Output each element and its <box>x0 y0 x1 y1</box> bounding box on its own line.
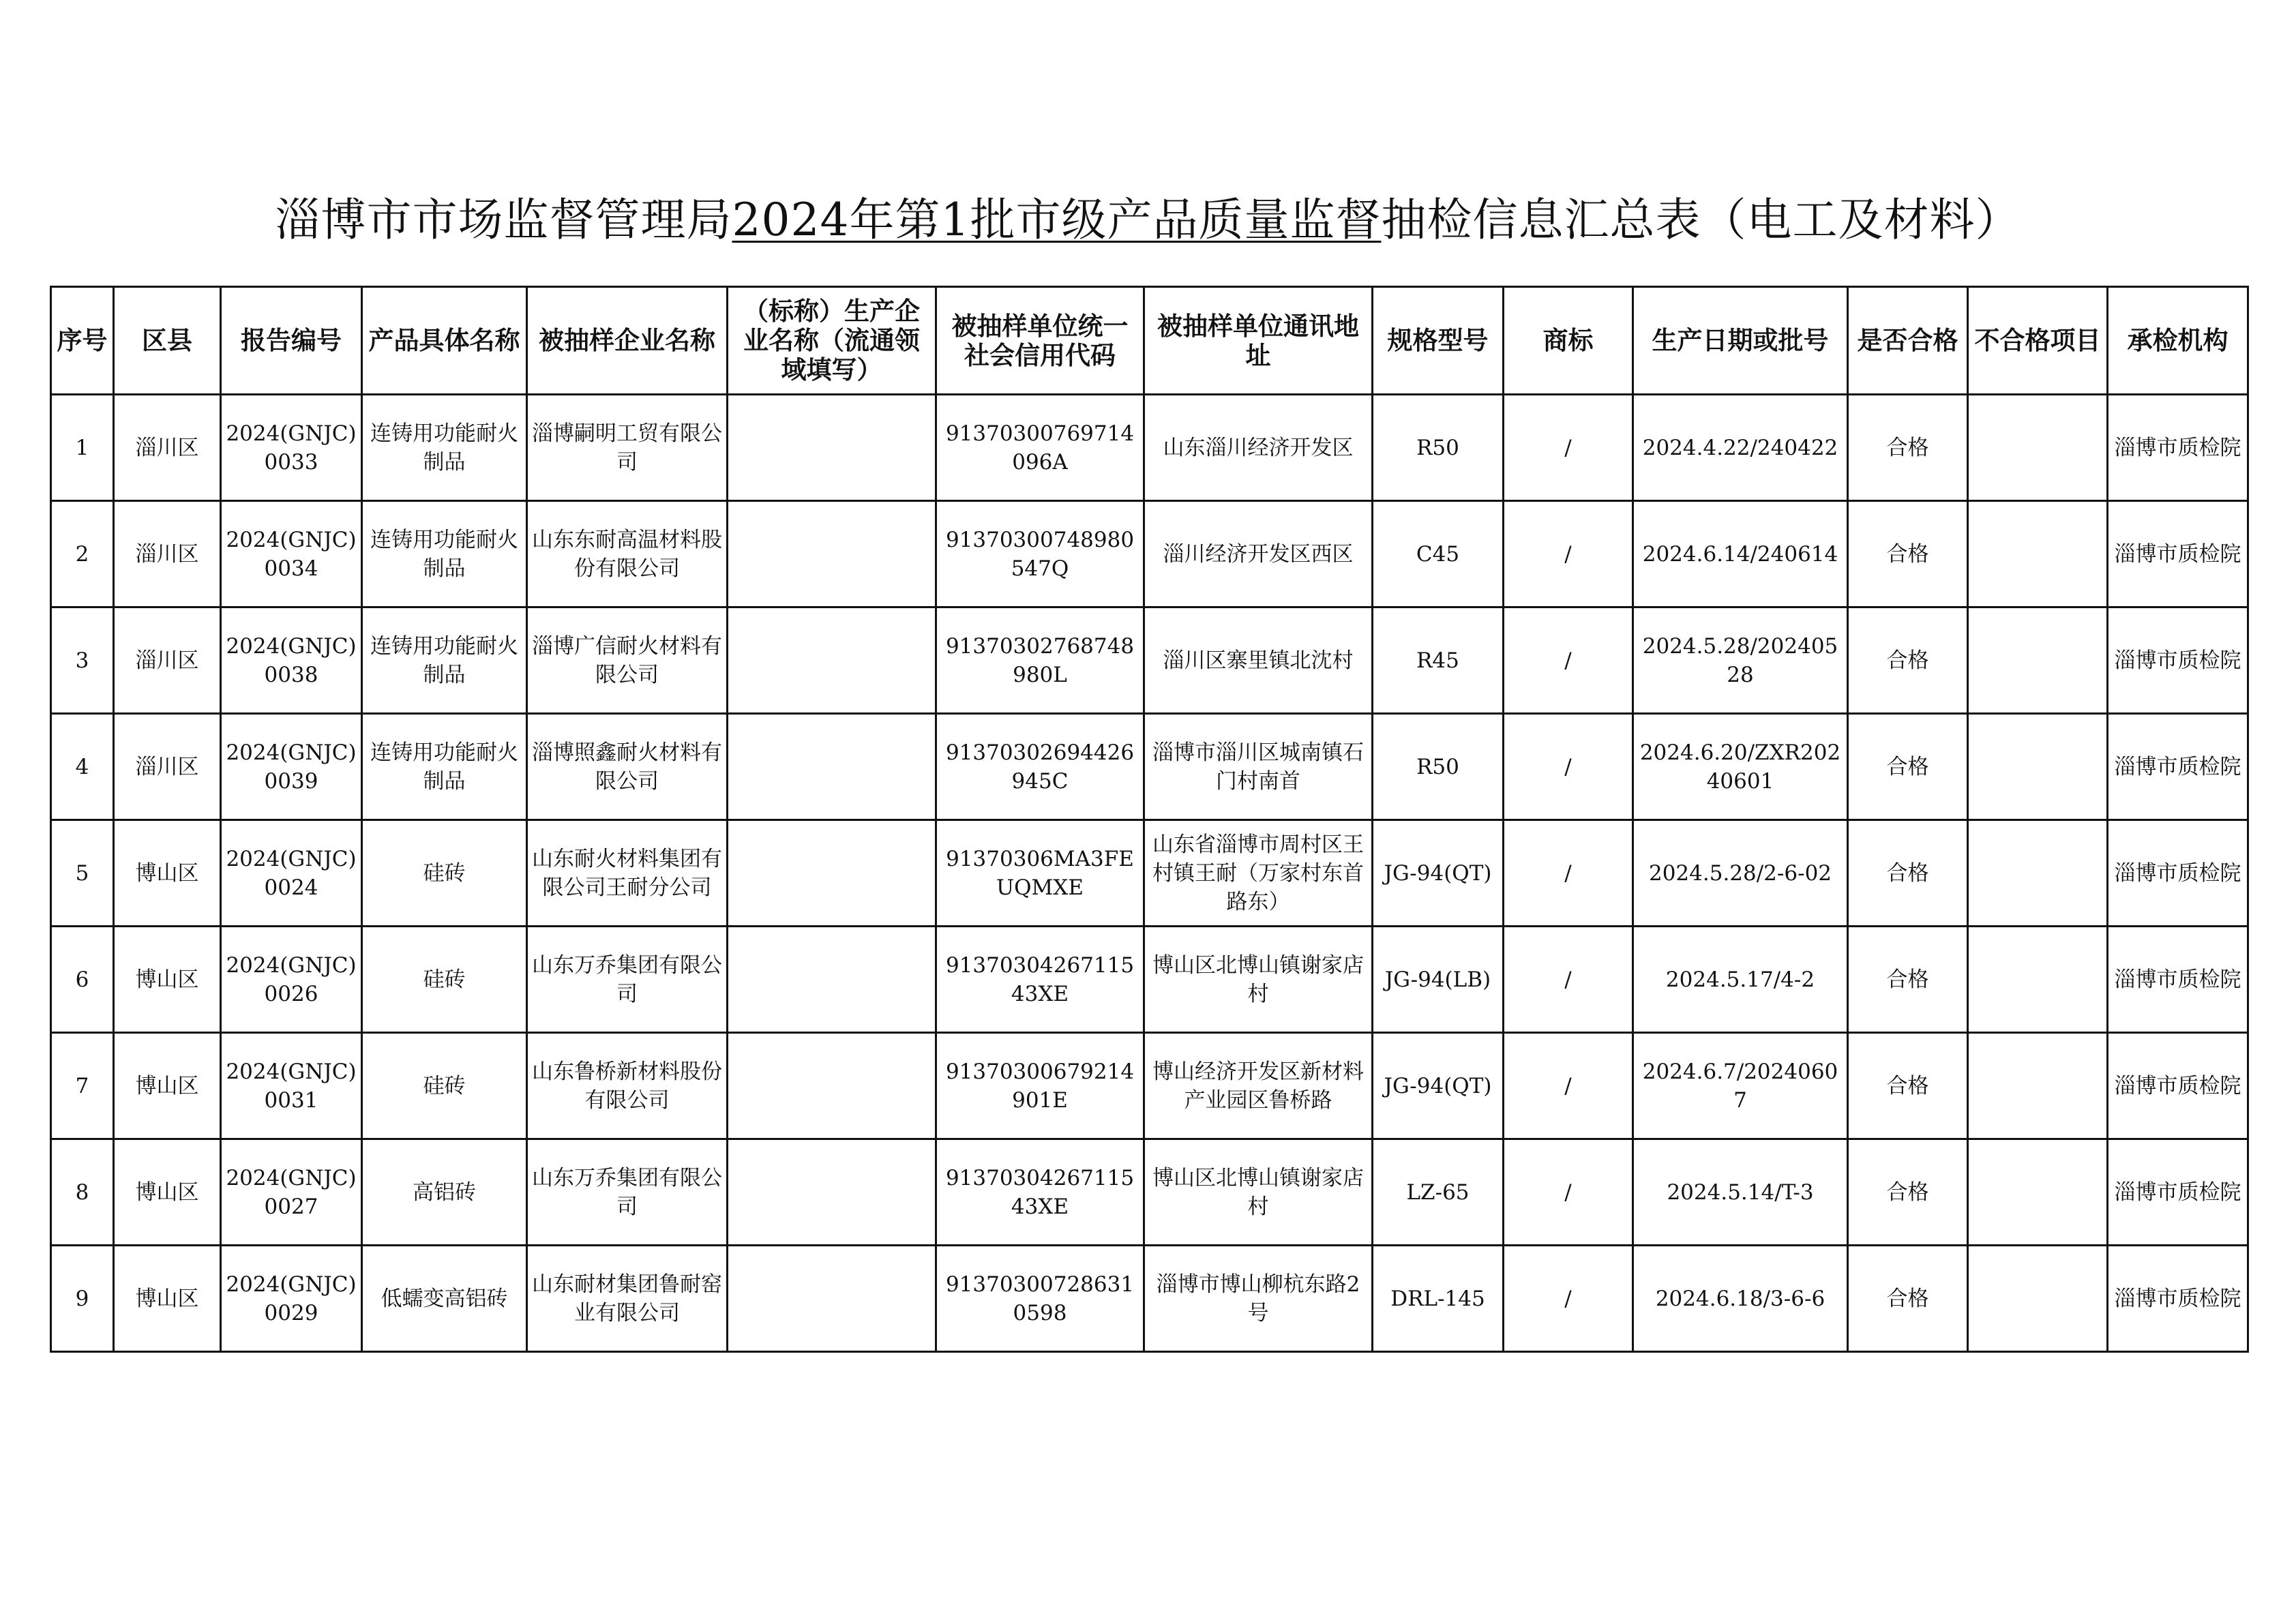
cell-qualified: 合格 <box>1848 607 1968 714</box>
cell-inspector: 淄博市质检院 <box>2108 820 2248 927</box>
table-row <box>51 927 2248 1033</box>
cell-credit-code: 91370302768748980L <box>936 607 1144 714</box>
cell-product-name: 低蠕变高铝砖 <box>362 1246 527 1352</box>
cell-report-no: 2024(GNJC)0039 <box>221 714 362 820</box>
cell-batch: 2024.6.20/ZXR20240601 <box>1633 714 1848 820</box>
cell-district: 淄川区 <box>114 714 221 820</box>
cell-credit-code: 9137030426711543XE <box>936 927 1144 1033</box>
cell-sampled-company: 山东鲁桥新材料股份有限公司 <box>527 1033 728 1139</box>
cell-failed-items <box>1968 820 2108 927</box>
cell-qualified: 合格 <box>1848 1139 1968 1246</box>
cell-report-no: 2024(GNJC)0034 <box>221 501 362 607</box>
col-header-product-name: 产品具体名称 <box>362 287 527 395</box>
col-header-district: 区县 <box>114 287 221 395</box>
cell-district: 淄川区 <box>114 607 221 714</box>
cell-credit-code: 91370302694426945C <box>936 714 1144 820</box>
cell-report-no: 2024(GNJC)0024 <box>221 820 362 927</box>
cell-qualified: 合格 <box>1848 1033 1968 1139</box>
page-title <box>0 190 2296 251</box>
cell-inspector: 淄博市质检院 <box>2108 927 2248 1033</box>
cell-address: 淄川区寨里镇北沈村 <box>1144 607 1373 714</box>
cell-spec: JG-94(LB) <box>1373 927 1504 1033</box>
cell-manufacturer <box>728 395 936 501</box>
cell-manufacturer <box>728 1033 936 1139</box>
col-header-trademark: 商标 <box>1504 287 1633 395</box>
cell-failed-items <box>1968 607 2108 714</box>
cell-product-name: 连铸用功能耐火制品 <box>362 395 527 501</box>
table-row <box>51 501 2248 607</box>
cell-sampled-company: 山东万乔集团有限公司 <box>527 1139 728 1246</box>
cell-district: 博山区 <box>114 820 221 927</box>
cell-inspector: 淄博市质检院 <box>2108 1033 2248 1139</box>
cell-trademark: / <box>1504 927 1633 1033</box>
table-body <box>51 395 2248 1352</box>
cell-address: 博山区北博山镇谢家店村 <box>1144 1139 1373 1246</box>
cell-credit-code: 91370306MA3FEUQMXE <box>936 820 1144 927</box>
cell-district: 淄川区 <box>114 395 221 501</box>
cell-address: 博山经济开发区新材料产业园区鲁桥路 <box>1144 1033 1373 1139</box>
cell-manufacturer <box>728 1139 936 1246</box>
cell-product-name: 硅砖 <box>362 820 527 927</box>
cell-batch: 2024.5.28/2-6-02 <box>1633 820 1848 927</box>
cell-manufacturer <box>728 1246 936 1352</box>
cell-credit-code: 913703007286310598 <box>936 1246 1144 1352</box>
cell-inspector: 淄博市质检院 <box>2108 501 2248 607</box>
cell-manufacturer <box>728 607 936 714</box>
cell-sampled-company: 淄博照鑫耐火材料有限公司 <box>527 714 728 820</box>
table-row <box>51 820 2248 927</box>
table-row <box>51 1139 2248 1246</box>
table-row <box>51 607 2248 714</box>
table-row <box>51 714 2248 820</box>
col-header-failed-items: 不合格项目 <box>1968 287 2108 395</box>
cell-qualified: 合格 <box>1848 395 1968 501</box>
col-header-inspector: 承检机构 <box>2108 287 2248 395</box>
cell-spec: R45 <box>1373 607 1504 714</box>
cell-failed-items <box>1968 1139 2108 1246</box>
col-header-spec: 规格型号 <box>1373 287 1504 395</box>
cell-seq: 6 <box>51 927 114 1033</box>
col-header-address: 被抽样单位通讯地址 <box>1144 287 1373 395</box>
cell-qualified: 合格 <box>1848 714 1968 820</box>
cell-district: 博山区 <box>114 1139 221 1246</box>
cell-qualified: 合格 <box>1848 501 1968 607</box>
cell-report-no: 2024(GNJC)0033 <box>221 395 362 501</box>
cell-sampled-company: 淄博嗣明工贸有限公司 <box>527 395 728 501</box>
cell-address: 淄川经济开发区西区 <box>1144 501 1373 607</box>
cell-batch: 2024.5.17/4-2 <box>1633 927 1848 1033</box>
cell-trademark: / <box>1504 607 1633 714</box>
cell-seq: 9 <box>51 1246 114 1352</box>
cell-address: 山东淄川经济开发区 <box>1144 395 1373 501</box>
cell-batch: 2024.6.18/3-6-6 <box>1633 1246 1848 1352</box>
cell-trademark: / <box>1504 1139 1633 1246</box>
cell-credit-code: 91370300769714096A <box>936 395 1144 501</box>
cell-manufacturer <box>728 501 936 607</box>
cell-address: 淄博市博山柳杭东路2号 <box>1144 1246 1373 1352</box>
col-header-credit-code: 被抽样单位统一社会信用代码 <box>936 287 1144 395</box>
cell-report-no: 2024(GNJC)0027 <box>221 1139 362 1246</box>
cell-spec: JG-94(QT) <box>1373 820 1504 927</box>
cell-spec: C45 <box>1373 501 1504 607</box>
cell-sampled-company: 淄博广信耐火材料有限公司 <box>527 607 728 714</box>
cell-report-no: 2024(GNJC)0029 <box>221 1246 362 1352</box>
cell-manufacturer <box>728 714 936 820</box>
cell-failed-items <box>1968 714 2108 820</box>
cell-spec: DRL-145 <box>1373 1246 1504 1352</box>
cell-failed-items <box>1968 1246 2108 1352</box>
cell-manufacturer <box>728 820 936 927</box>
cell-batch: 2024.6.14/240614 <box>1633 501 1848 607</box>
cell-trademark: / <box>1504 714 1633 820</box>
title-part-3: 抽检信息汇总表（电工及材料） <box>1381 194 2021 246</box>
cell-inspector: 淄博市质检院 <box>2108 1139 2248 1246</box>
cell-seq: 2 <box>51 501 114 607</box>
col-header-qualified: 是否合格 <box>1848 287 1968 395</box>
col-header-batch: 生产日期或批号 <box>1633 287 1848 395</box>
cell-product-name: 连铸用功能耐火制品 <box>362 714 527 820</box>
cell-report-no: 2024(GNJC)0038 <box>221 607 362 714</box>
title-part-1: 淄博市市场监督管理局 <box>275 194 732 246</box>
cell-district: 博山区 <box>114 1246 221 1352</box>
cell-batch: 2024.4.22/240422 <box>1633 395 1848 501</box>
cell-manufacturer <box>728 927 936 1033</box>
cell-qualified: 合格 <box>1848 820 1968 927</box>
cell-seq: 8 <box>51 1139 114 1246</box>
col-header-sampled-company: 被抽样企业名称 <box>527 287 728 395</box>
cell-product-name: 硅砖 <box>362 1033 527 1139</box>
cell-product-name: 连铸用功能耐火制品 <box>362 501 527 607</box>
cell-credit-code: 91370300679214901E <box>936 1033 1144 1139</box>
cell-spec: LZ-65 <box>1373 1139 1504 1246</box>
cell-credit-code: 9137030426711543XE <box>936 1139 1144 1246</box>
header-row <box>51 287 2248 395</box>
cell-address: 淄博市淄川区城南镇石门村南首 <box>1144 714 1373 820</box>
cell-trademark: / <box>1504 501 1633 607</box>
cell-report-no: 2024(GNJC)0031 <box>221 1033 362 1139</box>
cell-trademark: / <box>1504 820 1633 927</box>
cell-seq: 5 <box>51 820 114 927</box>
cell-district: 淄川区 <box>114 501 221 607</box>
cell-seq: 1 <box>51 395 114 501</box>
cell-inspector: 淄博市质检院 <box>2108 395 2248 501</box>
cell-seq: 4 <box>51 714 114 820</box>
cell-trademark: / <box>1504 1246 1633 1352</box>
col-header-seq: 序号 <box>51 287 114 395</box>
cell-product-name: 连铸用功能耐火制品 <box>362 607 527 714</box>
cell-trademark: / <box>1504 395 1633 501</box>
cell-sampled-company: 山东耐火材料集团有限公司王耐分公司 <box>527 820 728 927</box>
cell-credit-code: 91370300748980547Q <box>936 501 1144 607</box>
cell-inspector: 淄博市质检院 <box>2108 714 2248 820</box>
title-part-2: 2024年第1批市级产品质量监督 <box>732 194 1382 246</box>
cell-inspector: 淄博市质检院 <box>2108 607 2248 714</box>
cell-district: 博山区 <box>114 1033 221 1139</box>
cell-inspector: 淄博市质检院 <box>2108 1246 2248 1352</box>
col-header-report-no: 报告编号 <box>221 287 362 395</box>
cell-batch: 2024.5.14/T-3 <box>1633 1139 1848 1246</box>
cell-failed-items <box>1968 395 2108 501</box>
col-header-manufacturer: （标称）生产企业名称（流通领域填写） <box>728 287 936 395</box>
cell-sampled-company: 山东万乔集团有限公司 <box>527 927 728 1033</box>
cell-product-name: 硅砖 <box>362 927 527 1033</box>
inspection-table <box>50 286 2249 1353</box>
cell-qualified: 合格 <box>1848 1246 1968 1352</box>
cell-seq: 7 <box>51 1033 114 1139</box>
table-row <box>51 395 2248 501</box>
cell-failed-items <box>1968 501 2108 607</box>
cell-sampled-company: 山东东耐高温材料股份有限公司 <box>527 501 728 607</box>
cell-address: 博山区北博山镇谢家店村 <box>1144 927 1373 1033</box>
cell-seq: 3 <box>51 607 114 714</box>
cell-spec: R50 <box>1373 714 1504 820</box>
cell-sampled-company: 山东耐材集团鲁耐窑业有限公司 <box>527 1246 728 1352</box>
cell-report-no: 2024(GNJC)0026 <box>221 927 362 1033</box>
table-row <box>51 1246 2248 1352</box>
cell-failed-items <box>1968 927 2108 1033</box>
cell-qualified: 合格 <box>1848 927 1968 1033</box>
cell-address: 山东省淄博市周村区王村镇王耐（万家村东首路东） <box>1144 820 1373 927</box>
cell-spec: R50 <box>1373 395 1504 501</box>
cell-batch: 2024.5.28/20240528 <box>1633 607 1848 714</box>
cell-product-name: 高铝砖 <box>362 1139 527 1246</box>
table-row <box>51 1033 2248 1139</box>
cell-failed-items <box>1968 1033 2108 1139</box>
cell-batch: 2024.6.7/20240607 <box>1633 1033 1848 1139</box>
cell-district: 博山区 <box>114 927 221 1033</box>
cell-trademark: / <box>1504 1033 1633 1139</box>
cell-spec: JG-94(QT) <box>1373 1033 1504 1139</box>
